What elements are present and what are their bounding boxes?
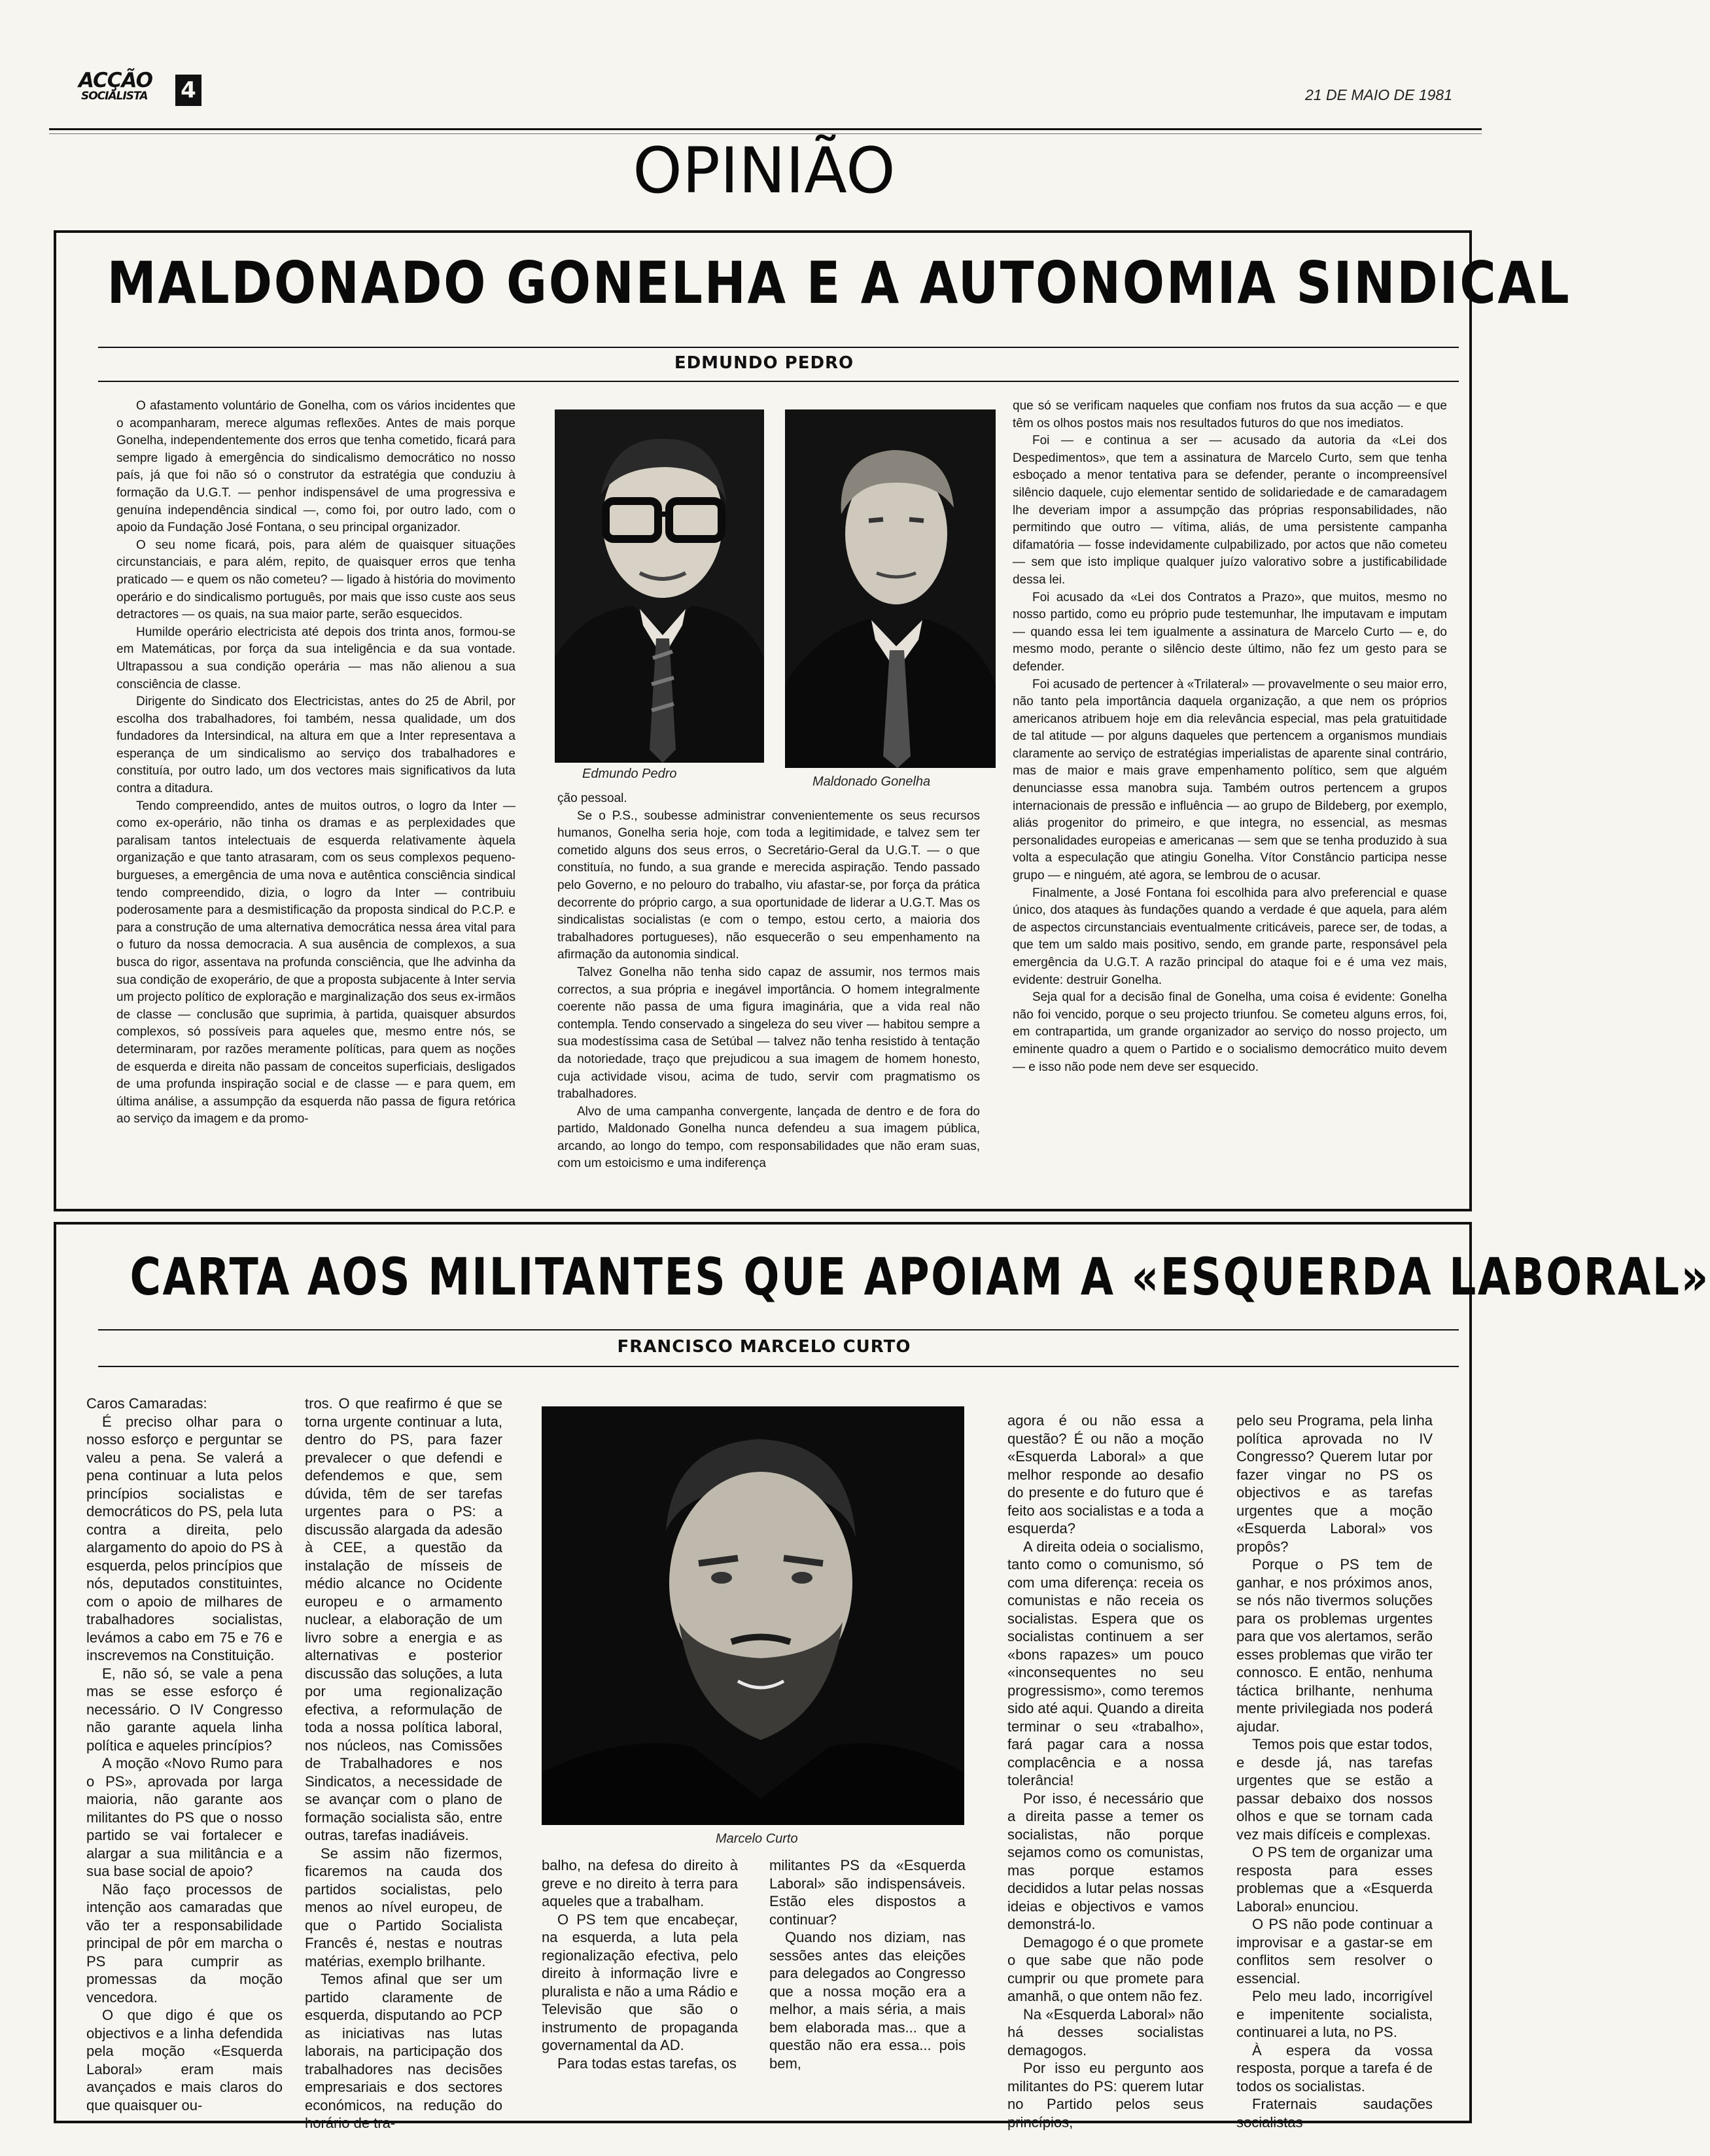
paragraph: E, não só, se vale a pena mas se esse esforço é necessário. O IV Congresso não garante aquela linha política e aqueles princípios? [86,1665,283,1754]
article-1-column-1 [116,398,515,1197]
article-1-title-rule [98,347,1459,348]
photo-maldonado-gonelha [785,409,996,768]
paragraph: O seu nome ficará, pois, para além de quaisquer situações circunstanciais, e para além, repito, de quaisquer erros que tenha praticado — e quem os não cometeu? — ligado à história do movimento operário e do sindicalismo português, por mais que isso custe aos seus detractores — os quais, na sua maior parte, serão esquecidos. [116,538,515,622]
paragraph: ção pessoal. [557,791,627,805]
paragraph: Temos pois que estar todos, e desde já, nas tarefas urgentes que se estão a passar debaixo dos nossos olhos e que se tornam cada vez mais difíceis e complexas. [1236,1736,1433,1843]
article-1-headline: MALDONADO GONELHA E A AUTONOMIA SINDICAL [107,249,1571,317]
portrait-illustration [542,1406,964,1825]
paragraph: Se o P.S., soubesse administrar convenientemente os seus recursos humanos, Gonelha seria hoje, com toda a legitimidade, e talvez sem ter cometido alguns dos seus erros, o Secretário-Geral da U.G.T. — o que constituía, no fundo, a sua grande e merecida aspiração. Tendo passado pelo Governo, e no pelouro do trabalho, viu afastar-se, por força da prática decorrente do próprio cargo, a sua oportunidade de liderar a U.G.T. Mas os sindicalistas socialistas (e com o tempo, estou certo, a maioria dos trabalhadores portugueses), não esquecerão o seu empenhamento na afirmação da autonomia sindical. [557,808,980,962]
paragraph: Pelo meu lado, incorrigível e impenitente socialista, continuarei a luta, no PS. [1236,1988,1433,2040]
paragraph: balho, na defesa do direito à greve e no direito à terra para aqueles que a trabalham. [542,1857,738,1909]
photo-edmundo-pedro [555,409,764,763]
article-2-column-5 [1007,1412,1204,2130]
paragraph: Temos afinal que ser um partido claramente de esquerda, disputando ao PCP as iniciativas nas lutas laborais, na participação dos trabalhadores nas decisões empresariais e dos sectores económicos, na redução do horário de tra- [305,1971,502,2131]
article-2-column-1 [86,1395,283,2113]
paragraph: Humilde operário electricista até depois dos trinta anos, formou-se em Matemáticas, por força da sua inteligência e da sua vontade. Ultrapassou a sua condição operária — mas não alienou a sua consciência de classe. [116,625,515,691]
article-2-byline-rule [98,1366,1459,1367]
portrait-illustration [555,409,764,763]
paragraph: Porque o PS tem de ganhar, e nos próximos anos, se nós não tivermos soluções para os problemas urgentes para que vos alertamos, serão esses problemas que virão ter connosco. E então, nenhuma táctica brilhante, nenhuma mente privilegiada nos poderá ajudar. [1236,1556,1433,1735]
paragraph: Não faço processos de intenção aos camaradas que vão ter a responsabilidade principal de pôr em marcha o PS para cumprir as promessas da moção vencedora. [86,1881,283,2006]
logo-line-2: SOCIALISTA [81,90,148,103]
page-number-box [175,75,201,106]
paragraph: À espera da vossa resposta, porque a tarefa é de todos os socialistas. [1236,2042,1433,2095]
paragraph: Caros Camaradas: [86,1395,207,1412]
paragraph: Alvo de uma campanha convergente, lançada de dentro e de fora do partido, Maldonado Gonelha nunca defendeu a sua imagem pública, arcando, ao longo do tempo, com responsabilidades que não eram suas, com um estoicismo e uma indiferença [557,1104,980,1171]
caption-edmundo-pedro: Edmundo Pedro [582,767,677,781]
paragraph: tros. O que reafirmo é que se torna urgente continuar a luta, dentro do PS, para fazer prevalecer o que defendi e defendemos e que, sem dúvida, têm de ser tarefas urgentes para o PS: a discussão alargada da adesão à CEE, a questão da instalação de mísseis de médio alcance no Ocidente europeu e o armamento nuclear, a elaboração de um livro sobre a energia e as alternativas e posterior discussão das soluções, a luta por uma regionalização efectiva, a reformulação de toda a nossa política laboral, nos núcleos, nas Comissões de Trabalhadores e nos Sindicatos, a necessidade de se avançar com o plano de formação socialista são, entre outras, tarefas inadiáveis. [305,1395,502,1843]
paragraph: O PS tem de organizar uma resposta para esses problemas que a «Esquerda Laboral» enunciou. [1236,1844,1433,1915]
paragraph: O PS tem que encabeçar, na esquerda, a luta pela regionalização efectiva, pelo direito à informação livre e pluralista e não a uma Rádio e Televisão que são o instrumento de propaganda governamental da AD. [542,1911,738,2053]
article-1-column-3 [1013,398,1447,1197]
article-2-column-2 [305,1395,502,2131]
article-1-column-2 [557,790,980,1197]
paragraph: Talvez Gonelha não tenha sido capaz de assumir, nos termos mais correctos, a sua própria e inegável importância. O homem integralmente coerente não passa de uma figura imaginária, que a vida real não contempla. Tendo conservado a singeleza do seu viver — habitou sempre a sua modestíssima casa de Setúbal — talvez não tenha resistido à tentação da notoriedade, traço que prejudicou a sua imagem de homem honesto, cuja actividade visou, acima de tudo, servir com pragmatismo os trabalhadores. [557,965,980,1102]
paragraph: pelo seu Programa, pela linha política aprovada no IV Congresso? Querem lutar por fazer vingar no PS os objectivos e as tarefas urgentes que a moção «Esquerda Laboral» vos propôs? [1236,1412,1433,1555]
article-1-byline-rule [98,381,1459,382]
paragraph: Foi acusado da «Lei dos Contratos a Prazo», que muitos, mesmo no nosso partido, como eu próprio pude testemunhar, lhe imputavam e imputam — quando essa lei tem igualmente a assinatura de Marcelo Curto — e, do mesmo modo, perante o silêncio deste último, não fez um gesto para se defender. [1013,590,1447,674]
paragraph: É preciso olhar para o nosso esforço e perguntar se valeu a pena. Se valerá a pena continuar a luta pelos princípios socialistas e democráticos do PS, pela luta contra a direita, pelo alargamento do apoio do PS à esquerda, pelos princípios que nós, deputados constituintes, com o apoio de milhares de trabalhadores socialistas, levámos a cabo em 75 e 76 e inscrevemos na Constituição. [86,1413,283,1663]
paragraph: Fraternais saudações socialistas [1236,2096,1433,2130]
portrait-illustration [785,409,996,768]
paragraph: Foi acusado de pertencer à «Trilateral» — provavelmente o seu maior erro, não tanto pela importância daquela organização, a que nem os próprios americanos atribuem hoje em dia relevância especial, mas pela gratuitidade de tal atitude — por alguns daqueles que pertencem a organismos mundiais claramente ao serviço de estratégias imperialistas de aparente sinal contrário, mas de maior e mais grave empenhamento político, sem que alguém denunciasse essa manobra suja. Também outros pertencem a grupos internacionais de pressão e influência — ao grupo de Bildeberg, por exemplo, aliás progenitor do primeiro, e que integra, no essencial, as mesmas personalidades europeias e americanas — sem que se tenha produzido à sua volta a especulação que atingiu Gonelha. Vítor Constâncio participa nesse grupo — e ninguém, até agora, se lembrou de o acusar. [1013,677,1447,883]
caption-maldonado-gonelha: Maldonado Gonelha [812,774,931,789]
paragraph: que só se verificam naqueles que confiam nos frutos da sua acção — e que têm os olhos postos mais nos resultados futuros do que nos imediatos. [1013,399,1447,430]
paragraph: Quando nos diziam, nas sessões antes das eleições para delegados ao Congresso que a nossa moção era a melhor, a mais séria, a mais bem elaborada mas... que a questão não era essa... pois bem, [769,1929,966,2072]
paragraph: Dirigente do Sindicato dos Electricistas, antes do 25 de Abril, por escolha dos trabalhadores, foi também, nessa qualidade, um dos fundadores da Intersindical, na altura em que a Inter representava a esperança de um sindicalismo ao serviço dos trabalhadores e constituía, por outro lado, um dos vectores mais significativos da luta contra a ditadura. [116,695,515,796]
article-1-byline: EDMUNDO PEDRO [674,353,854,373]
article-2-column-4 [769,1856,966,2108]
paragraph: Demagogo é o que promete o que sabe que não pode cumprir ou que promete para amanhã, o que ontem não fez. [1007,1934,1204,2004]
paragraph: O afastamento voluntário de Gonelha, com os vários incidentes que o acompanharam, merece algumas reflexões. Antes de mais porque Gonelha, independentemente dos erros que tenha cometido, ficará para sempre ligado à emergência do sindicalismo democrático no nosso país, já que foi não só o construtor da estratégia que conduziu à formação da U.G.T. — penhor indispensável de uma progressiva e genuína independência sindical —, como foi, por outro lado, com o apoio da Fundação José Fontana, o seu principal organizador. [116,399,515,535]
paragraph: O que digo é que os objectivos e a linha defendida pela moção «Esquerda Laboral» eram mais avançados e mais claros do que quaisquer ou- [86,2007,283,2113]
paragraph: militantes PS da «Esquerda Laboral» são indispensáveis. Estão eles dispostos a continuar? [769,1857,966,1928]
paragraph: Na «Esquerda Laboral» não há desses socialistas demagogos. [1007,2006,1204,2059]
paragraph: Por isso eu pergunto aos militantes do PS: querem lutar no Partido pelos seus princípios, [1007,2060,1204,2130]
paragraph: Finalmente, a José Fontana foi escolhida para alvo preferencial e quase único, dos ataques às fundações quando a verdade é que aquela, para além de aspectos circunstanciais eventualmente criticáveis, parece ser, de todas, a que tem um saldo mais positivo, sendo, em grande parte, responsável pela emergência da U.G.T. A razão principal do ataque foi e é uma vez mais, evidente: destruir Gonelha. [1013,886,1447,987]
masthead-rule [49,128,1482,130]
paragraph: A moção «Novo Rumo para o PS», aprovada por larga maioria, não garante aos militantes do PS que o nosso partido se vai fortalecer e alargar a sua militância e a sua base social de apoio? [86,1755,283,1879]
paragraph: Seja qual for a decisão final de Gonelha, uma coisa é evidente: Gonelha não foi vencido, porque o seu projecto triunfou. Se cometeu alguns erros, foi, em contrapartida, um grande organizador ao serviço do nosso projecto, um eminente quadro a quem o Partido e o socialismo democrático muito devem — e isso não pode nem deve ser esquecido. [1013,990,1447,1074]
photo-marcelo-curto [542,1406,964,1825]
paragraph: Tendo compreendido, antes de muitos outros, o logro da Inter — como ex-operário, não tinha os dramas e as perplexidades que paralisam tantos intelectuais de esquerda relativamente àquela organização e que tanto atrasaram, com os seus complexos pequeno-burgueses, a emergência de uma nova e autêntica consciência sindical tendo compreendido, dizia, o logro da Inter — contribuiu poderosamente para a desmistificação da proposta sindical do P.C.P. e para a construção de uma alternativa democrática nessa área vital para o futuro da nossa democracia. A sua ausência de complexos, a sua busca do rigor, assentava na profunda consciência, que lhe advinha da sua condição de exoperário, de que a proposta subjacente à Inter servia um projecto político de exploração e marginalização dos seus ex-irmãos de classe — conclusão que suprimia, à partida, quaisquer absurdos complexos, só possíveis para aqueles que, mesmo entre nós, se determinaram, por razões meramente políticas, para quem as noções de esquerda e direita não passam de conceitos superficiais, desligados de uma profunda inspiração social e de classe — e para quem, em última análise, a assumpção da esquerda não passa de figura retórica ao serviço da imagem e da promo- [116,799,515,1126]
paragraph: Se assim não fizermos, ficaremos na cauda dos partidos socialistas, pelo menos ao nível europeu, de que o Partido Socialista Francês é, nestas e noutras matérias, exemplo brilhante. [305,1845,502,1970]
masthead-logo [79,71,209,109]
article-2-column-6 [1236,1412,1433,2130]
article-2-column-3 [542,1856,738,2108]
paragraph: O PS não pode continuar a improvisar e a gastar-se em conflitos sem resolver o essencial. [1236,1916,1433,1987]
caption-marcelo-curto: Marcelo Curto [716,1832,798,1846]
paragraph: Foi — e continua a ser — acusado da autoria da «Lei dos Despedimentos», que tem a assinatura de Marcelo Curto, sem que tenha esboçado a menor tentativa para se defender, perante o incompreensível silêncio daquele, cujo elementar sentido de solidariedade e de camaradagem lhe deveriam impor a assumpção das próprias responsabilidades, não permitindo que outro — vítima, aliás, de uma persistente campanha difamatória — fosse indevidamente culpabilizado, por actos que não cometeu — sem que isto implique qualquer juízo valorativo sobre a justificabilidade dessa lei. [1013,434,1447,587]
section-title: OPINIÃO [633,134,896,207]
paragraph: Por isso, é necessário que a direita passe a temer os socialistas, não porque sejamos como os comunistas, mas porque estamos decididos a lutar pelas nossas ideias e objectivos e vamos demonstrá-lo. [1007,1790,1204,1932]
paragraph: A direita odeia o socialismo, tanto como o comunismo, só com uma diferença: receia os comunistas e não receia os socialistas. Espera que os socialistas continuem a ser «bons rapazes» um pouco «inconsequentes no seu progressismo», como teremos sido até aqui. Quando a direita terminar o seu «trabalho», fará pagar cara a nossa complacência e a nossa tolerância! [1007,1538,1204,1788]
article-2-byline: FRANCISCO MARCELO CURTO [617,1337,911,1357]
article-2-headline: CARTA AOS MILITANTES QUE APOIAM A «ESQUERDA LABORAL» [130,1248,1710,1307]
paragraph: Para todas estas tarefas, os [557,2055,737,2072]
issue-date: 21 DE MAIO DE 1981 [1305,86,1452,103]
paragraph: agora é ou não essa a questão? É ou não a moção «Esquerda Laboral» a que melhor responde ao desafio do presente e do futuro que é feito aos socialistas e a toda a esquerda? [1007,1412,1204,1537]
logo-line-1: ACÇÃO [79,69,152,92]
article-2-title-rule [98,1329,1459,1330]
page-number: 4 [181,77,196,103]
